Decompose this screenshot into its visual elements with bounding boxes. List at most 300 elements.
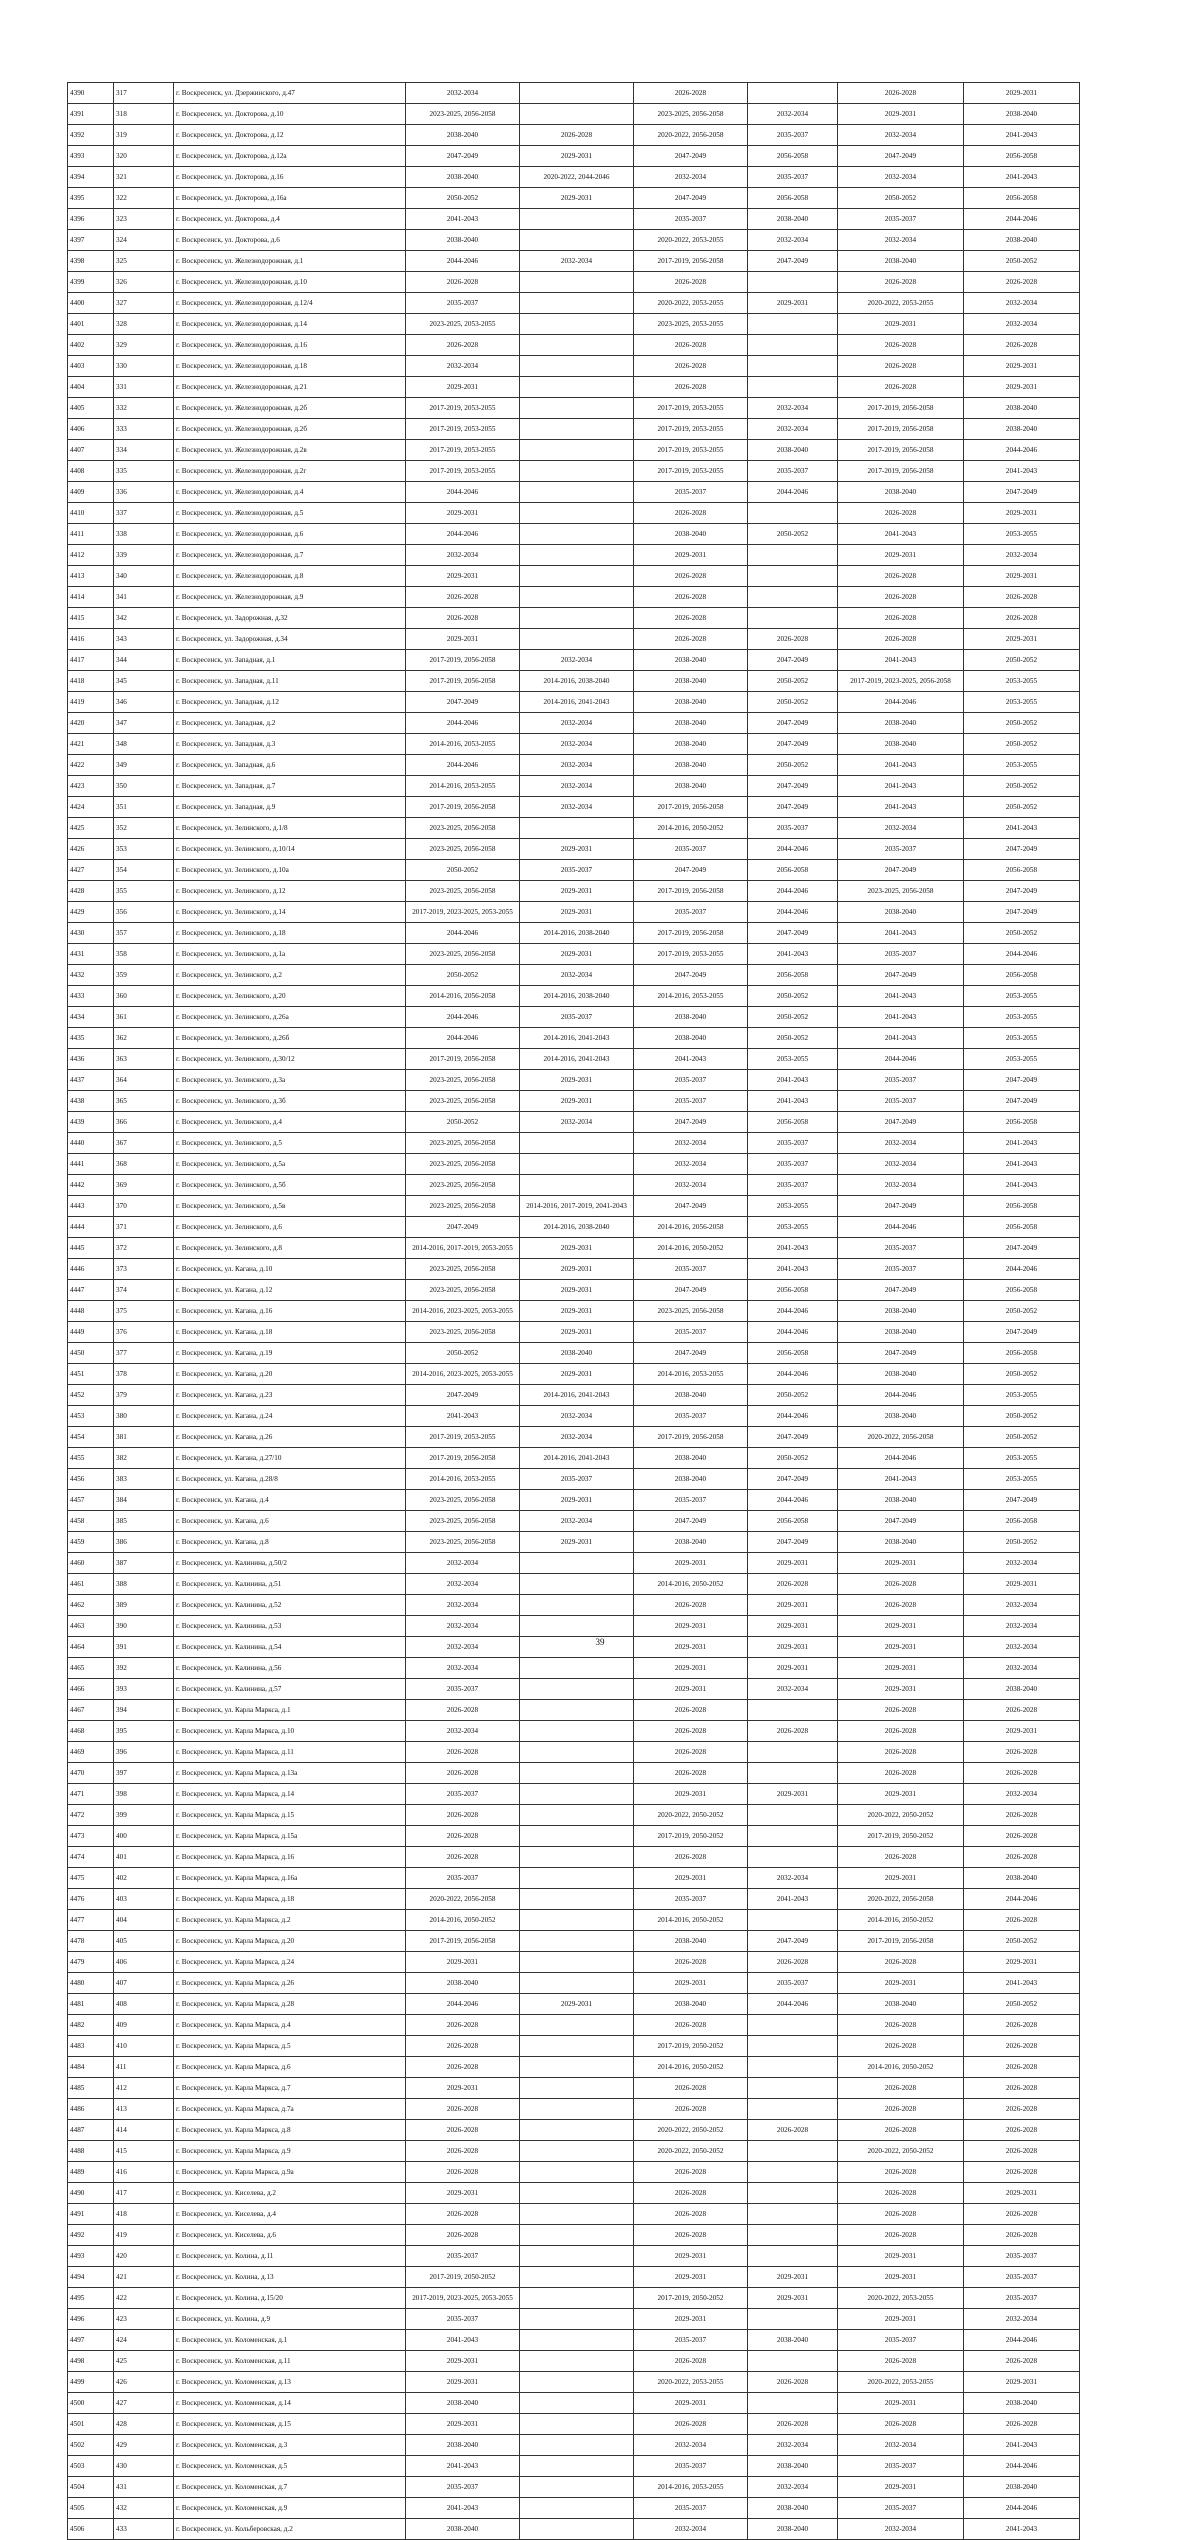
cell-period-5: 2038-2040 — [838, 1322, 964, 1343]
cell-period-5: 2047-2049 — [838, 1511, 964, 1532]
cell-period-5: 2026-2028 — [838, 335, 964, 356]
table-row — [68, 1952, 1080, 1973]
cell-period-4: 2053-2055 — [748, 1049, 838, 1070]
table-row — [68, 1028, 1080, 1049]
cell-period-1: 2029-2031 — [406, 566, 520, 587]
cell-period-5: 2020-2022, 2053-2055 — [838, 2372, 964, 2393]
cell-period-3: 2038-2040 — [634, 1994, 748, 2015]
cell-period-6: 2035-2037 — [964, 2288, 1080, 2309]
cell-house-number: 361 — [114, 1007, 174, 1028]
cell-period-4: 2038-2040 — [748, 2498, 838, 2519]
cell-period-1: 2050-2052 — [406, 1112, 520, 1133]
cell-period-3: 2014-2016, 2053-2055 — [634, 986, 748, 1007]
cell-period-5: 2032-2034 — [838, 2519, 964, 2540]
cell-period-6: 2056-2058 — [964, 860, 1080, 881]
cell-period-5: 2047-2049 — [838, 1343, 964, 1364]
cell-period-6: 2047-2049 — [964, 1070, 1080, 1091]
cell-house-number: 365 — [114, 1091, 174, 1112]
cell-address: г. Воскресенск, ул. Кагана, д.20 — [174, 1364, 406, 1385]
cell-period-6: 2041-2043 — [964, 1175, 1080, 1196]
cell-period-4 — [748, 503, 838, 524]
cell-period-2: 2029-2031 — [520, 881, 634, 902]
cell-period-6: 2029-2031 — [964, 629, 1080, 650]
cell-period-1: 2026-2028 — [406, 2015, 520, 2036]
cell-period-6: 2056-2058 — [964, 1343, 1080, 1364]
cell-period-4: 2032-2034 — [748, 1679, 838, 1700]
table-row — [68, 2498, 1080, 2519]
cell-period-3: 2023-2025, 2056-2058 — [634, 104, 748, 125]
cell-period-2: 2032-2034 — [520, 1511, 634, 1532]
cell-house-number: 350 — [114, 776, 174, 797]
table-row — [68, 671, 1080, 692]
cell-period-6: 2026-2028 — [964, 2204, 1080, 2225]
cell-period-3: 2026-2028 — [634, 1595, 748, 1616]
cell-period-6: 2041-2043 — [964, 2519, 1080, 2540]
table-row — [68, 797, 1080, 818]
cell-period-2 — [520, 2120, 634, 2141]
table-row — [68, 1469, 1080, 1490]
cell-row-number: 4495 — [68, 2288, 114, 2309]
cell-period-3: 2035-2037 — [634, 2330, 748, 2351]
cell-period-1: 2026-2028 — [406, 272, 520, 293]
cell-period-4: 2035-2037 — [748, 1973, 838, 1994]
cell-address: г. Воскресенск, ул. Железнодорожная, д.2б — [174, 419, 406, 440]
cell-period-1: 2032-2034 — [406, 1721, 520, 1742]
cell-period-2: 2014-2016, 2041-2043 — [520, 1028, 634, 1049]
cell-period-6: 2035-2037 — [964, 2267, 1080, 2288]
cell-house-number: 418 — [114, 2204, 174, 2225]
table-row — [68, 1553, 1080, 1574]
cell-house-number: 380 — [114, 1406, 174, 1427]
cell-period-1: 2047-2049 — [406, 1385, 520, 1406]
cell-house-number: 430 — [114, 2456, 174, 2477]
cell-row-number: 4413 — [68, 566, 114, 587]
cell-house-number: 428 — [114, 2414, 174, 2435]
cell-house-number: 397 — [114, 1763, 174, 1784]
cell-period-3: 2017-2019, 2056-2058 — [634, 797, 748, 818]
cell-period-1: 2026-2028 — [406, 2099, 520, 2120]
cell-period-4: 2053-2055 — [748, 1217, 838, 1238]
cell-house-number: 339 — [114, 545, 174, 566]
cell-period-6: 2032-2034 — [964, 293, 1080, 314]
table-row — [68, 776, 1080, 797]
cell-period-5: 2029-2031 — [838, 2477, 964, 2498]
cell-period-5: 2032-2034 — [838, 1133, 964, 1154]
cell-address: г. Воскресенск, ул. Западная, д.3 — [174, 734, 406, 755]
cell-house-number: 414 — [114, 2120, 174, 2141]
cell-row-number: 4487 — [68, 2120, 114, 2141]
cell-period-3: 2017-2019, 2056-2058 — [634, 923, 748, 944]
cell-address: г. Воскресенск, ул. Карла Маркса, д.10 — [174, 1721, 406, 1742]
cell-address: г. Воскресенск, ул. Задорожная, д.34 — [174, 629, 406, 650]
table-row — [68, 2309, 1080, 2330]
cell-period-1: 2017-2019, 2056-2058 — [406, 797, 520, 818]
cell-period-3: 2032-2034 — [634, 2519, 748, 2540]
cell-period-6: 2026-2028 — [964, 1742, 1080, 1763]
cell-period-3: 2014-2016, 2056-2058 — [634, 1217, 748, 1238]
cell-period-1: 2026-2028 — [406, 587, 520, 608]
cell-period-6: 2041-2043 — [964, 167, 1080, 188]
cell-house-number: 320 — [114, 146, 174, 167]
cell-period-2: 2014-2016, 2038-2040 — [520, 1217, 634, 1238]
cell-house-number: 333 — [114, 419, 174, 440]
cell-period-6: 2026-2028 — [964, 1910, 1080, 1931]
cell-address: г. Воскресенск, ул. Карла Маркса, д.13а — [174, 1763, 406, 1784]
cell-period-6: 2029-2031 — [964, 2372, 1080, 2393]
cell-period-1: 2023-2025, 2056-2058 — [406, 818, 520, 839]
cell-period-3: 2026-2028 — [634, 2204, 748, 2225]
cell-address: г. Воскресенск, ул. Западная, д.11 — [174, 671, 406, 692]
cell-address: г. Воскресенск, ул. Зелинского, д.6 — [174, 1217, 406, 1238]
cell-house-number: 391 — [114, 1637, 174, 1658]
cell-period-2 — [520, 2393, 634, 2414]
cell-period-5: 2044-2046 — [838, 1217, 964, 1238]
cell-period-4: 2050-2052 — [748, 986, 838, 1007]
cell-period-5: 2041-2043 — [838, 524, 964, 545]
cell-period-1: 2023-2025, 2056-2058 — [406, 1133, 520, 1154]
cell-house-number: 411 — [114, 2057, 174, 2078]
cell-period-5: 2026-2028 — [838, 608, 964, 629]
cell-period-6: 2047-2049 — [964, 881, 1080, 902]
cell-period-2: 2029-2031 — [520, 1301, 634, 1322]
cell-period-1: 2032-2034 — [406, 356, 520, 377]
cell-period-2 — [520, 1910, 634, 1931]
cell-period-4 — [748, 2351, 838, 2372]
cell-house-number: 402 — [114, 1868, 174, 1889]
table-row — [68, 734, 1080, 755]
cell-period-3: 2026-2028 — [634, 1952, 748, 1973]
cell-period-5: 2038-2040 — [838, 482, 964, 503]
cell-address: г. Воскресенск, ул. Коломенская, д.15 — [174, 2414, 406, 2435]
cell-period-4: 2032-2034 — [748, 398, 838, 419]
cell-row-number: 4392 — [68, 125, 114, 146]
cell-period-3: 2029-2031 — [634, 1784, 748, 1805]
cell-period-4: 2041-2043 — [748, 1091, 838, 1112]
cell-period-1: 2023-2025, 2056-2058 — [406, 1259, 520, 1280]
cell-period-2: 2032-2034 — [520, 713, 634, 734]
cell-period-1: 2044-2046 — [406, 923, 520, 944]
cell-period-6: 2041-2043 — [964, 125, 1080, 146]
cell-row-number: 4427 — [68, 860, 114, 881]
cell-period-3: 2026-2028 — [634, 2225, 748, 2246]
cell-period-5: 2041-2043 — [838, 755, 964, 776]
cell-period-6: 2050-2052 — [964, 734, 1080, 755]
table-row — [68, 1511, 1080, 1532]
cell-row-number: 4498 — [68, 2351, 114, 2372]
cell-house-number: 399 — [114, 1805, 174, 1826]
cell-period-4 — [748, 83, 838, 104]
cell-address: г. Воскресенск, ул. Колина, д.15/20 — [174, 2288, 406, 2309]
cell-period-2 — [520, 608, 634, 629]
cell-period-2: 2032-2034 — [520, 1427, 634, 1448]
cell-address: г. Воскресенск, ул. Кагана, д.12 — [174, 1280, 406, 1301]
cell-house-number: 401 — [114, 1847, 174, 1868]
cell-period-1: 2026-2028 — [406, 1763, 520, 1784]
cell-period-4: 2041-2043 — [748, 1070, 838, 1091]
table-row — [68, 2141, 1080, 2162]
cell-period-4 — [748, 2183, 838, 2204]
cell-row-number: 4494 — [68, 2267, 114, 2288]
cell-period-1: 2044-2046 — [406, 524, 520, 545]
cell-period-2 — [520, 356, 634, 377]
cell-period-2 — [520, 2225, 634, 2246]
cell-period-2 — [520, 2519, 634, 2540]
cell-period-6: 2032-2034 — [964, 1637, 1080, 1658]
cell-period-6: 2047-2049 — [964, 902, 1080, 923]
cell-house-number: 340 — [114, 566, 174, 587]
cell-address: г. Воскресенск, ул. Карла Маркса, д.26 — [174, 1973, 406, 1994]
cell-row-number: 4493 — [68, 2246, 114, 2267]
cell-period-6: 2032-2034 — [964, 1595, 1080, 1616]
cell-period-4: 2032-2034 — [748, 419, 838, 440]
cell-period-2 — [520, 1847, 634, 1868]
cell-address: г. Воскресенск, ул. Карла Маркса, д.28 — [174, 1994, 406, 2015]
cell-row-number: 4455 — [68, 1448, 114, 1469]
cell-period-4: 2026-2028 — [748, 1952, 838, 1973]
cell-period-6: 2038-2040 — [964, 2477, 1080, 2498]
cell-period-2 — [520, 2456, 634, 2477]
table-row — [68, 1070, 1080, 1091]
cell-period-3: 2023-2025, 2056-2058 — [634, 1301, 748, 1322]
cell-house-number: 379 — [114, 1385, 174, 1406]
cell-row-number: 4469 — [68, 1742, 114, 1763]
table-row — [68, 545, 1080, 566]
cell-period-4 — [748, 2309, 838, 2330]
cell-period-3: 2035-2037 — [634, 1070, 748, 1091]
cell-period-6: 2050-2052 — [964, 1532, 1080, 1553]
cell-house-number: 325 — [114, 251, 174, 272]
cell-period-2: 2014-2016, 2038-2040 — [520, 986, 634, 1007]
cell-row-number: 4390 — [68, 83, 114, 104]
cell-row-number: 4424 — [68, 797, 114, 818]
cell-row-number: 4416 — [68, 629, 114, 650]
cell-period-5: 2014-2016, 2050-2052 — [838, 2057, 964, 2078]
cell-period-6: 2053-2055 — [964, 986, 1080, 1007]
cell-period-4: 2038-2040 — [748, 440, 838, 461]
cell-period-1: 2023-2025, 2056-2058 — [406, 1490, 520, 1511]
cell-address: г. Воскресенск, ул. Карла Маркса, д.5 — [174, 2036, 406, 2057]
cell-address: г. Воскресенск, ул. Коломенская, д.14 — [174, 2393, 406, 2414]
cell-period-1: 2014-2016, 2053-2055 — [406, 776, 520, 797]
cell-house-number: 415 — [114, 2141, 174, 2162]
cell-row-number: 4444 — [68, 1217, 114, 1238]
cell-address: г. Воскресенск, ул. Зелинского, д.26б — [174, 1028, 406, 1049]
cell-period-2: 2029-2031 — [520, 902, 634, 923]
cell-period-5: 2041-2043 — [838, 1007, 964, 1028]
cell-period-4: 2056-2058 — [748, 188, 838, 209]
cell-row-number: 4502 — [68, 2435, 114, 2456]
cell-period-2 — [520, 2057, 634, 2078]
cell-period-4: 2044-2046 — [748, 1994, 838, 2015]
cell-address: г. Воскресенск, ул. Железнодорожная, д.4 — [174, 482, 406, 503]
cell-period-2 — [520, 2498, 634, 2519]
cell-period-2 — [520, 524, 634, 545]
cell-period-2 — [520, 377, 634, 398]
cell-row-number: 4411 — [68, 524, 114, 545]
cell-period-1: 2017-2019, 2023-2025, 2053-2055 — [406, 2288, 520, 2309]
table-row — [68, 2414, 1080, 2435]
cell-period-1: 2026-2028 — [406, 1847, 520, 1868]
cell-house-number: 425 — [114, 2351, 174, 2372]
cell-period-4: 2038-2040 — [748, 2519, 838, 2540]
cell-period-1: 2029-2031 — [406, 2372, 520, 2393]
table-row — [68, 1238, 1080, 1259]
cell-address: г. Воскресенск, ул. Колина, д.13 — [174, 2267, 406, 2288]
cell-period-5: 2038-2040 — [838, 1406, 964, 1427]
cell-period-5: 2026-2028 — [838, 1574, 964, 1595]
table-row — [68, 1931, 1080, 1952]
cell-period-2 — [520, 2372, 634, 2393]
cell-period-5: 2026-2028 — [838, 2351, 964, 2372]
cell-house-number: 383 — [114, 1469, 174, 1490]
cell-period-5: 2026-2028 — [838, 2414, 964, 2435]
table-row — [68, 1994, 1080, 2015]
cell-period-6: 2026-2028 — [964, 2141, 1080, 2162]
cell-row-number: 4452 — [68, 1385, 114, 1406]
cell-period-1: 2041-2043 — [406, 209, 520, 230]
cell-period-5: 2041-2043 — [838, 650, 964, 671]
table-row — [68, 1049, 1080, 1070]
cell-period-2 — [520, 2246, 634, 2267]
cell-house-number: 364 — [114, 1070, 174, 1091]
cell-period-3: 2035-2037 — [634, 902, 748, 923]
cell-address: г. Воскресенск, ул. Зелинского, д.12 — [174, 881, 406, 902]
cell-period-2: 2029-2031 — [520, 1070, 634, 1091]
cell-period-4: 2029-2031 — [748, 1658, 838, 1679]
cell-period-2 — [520, 335, 634, 356]
cell-period-6: 2044-2046 — [964, 2330, 1080, 2351]
cell-period-2 — [520, 1868, 634, 1889]
cell-period-1: 2026-2028 — [406, 1805, 520, 1826]
cell-period-2: 2014-2016, 2038-2040 — [520, 671, 634, 692]
cell-address: г. Воскресенск, ул. Карла Маркса, д.14 — [174, 1784, 406, 1805]
cell-period-3: 2035-2037 — [634, 1406, 748, 1427]
cell-period-1: 2050-2052 — [406, 188, 520, 209]
cell-row-number: 4404 — [68, 377, 114, 398]
cell-house-number: 332 — [114, 398, 174, 419]
cell-period-2 — [520, 2036, 634, 2057]
cell-period-6: 2053-2055 — [964, 671, 1080, 692]
cell-period-2 — [520, 2015, 634, 2036]
cell-period-3: 2035-2037 — [634, 482, 748, 503]
cell-period-3: 2038-2040 — [634, 671, 748, 692]
cell-address: г. Воскресенск, ул. Коломенская, д.13 — [174, 2372, 406, 2393]
cell-period-6: 2053-2055 — [964, 1385, 1080, 1406]
cell-house-number: 336 — [114, 482, 174, 503]
cell-period-6: 2026-2028 — [964, 2099, 1080, 2120]
cell-address: г. Воскресенск, ул. Западная, д.2 — [174, 713, 406, 734]
cell-period-6: 2032-2034 — [964, 1553, 1080, 1574]
cell-period-6: 2026-2028 — [964, 2015, 1080, 2036]
cell-row-number: 4391 — [68, 104, 114, 125]
table-row — [68, 2267, 1080, 2288]
cell-period-2: 2032-2034 — [520, 776, 634, 797]
cell-period-5: 2026-2028 — [838, 2120, 964, 2141]
cell-period-6: 2050-2052 — [964, 776, 1080, 797]
cell-period-2: 2029-2031 — [520, 1259, 634, 1280]
cell-row-number: 4466 — [68, 1679, 114, 1700]
cell-period-4 — [748, 2204, 838, 2225]
cell-period-2: 2029-2031 — [520, 839, 634, 860]
cell-period-5: 2044-2046 — [838, 692, 964, 713]
cell-period-4: 2044-2046 — [748, 1301, 838, 1322]
cell-period-3: 2026-2028 — [634, 1763, 748, 1784]
cell-period-2 — [520, 2351, 634, 2372]
cell-period-1: 2014-2016, 2023-2025, 2053-2055 — [406, 1364, 520, 1385]
cell-row-number: 4438 — [68, 1091, 114, 1112]
cell-period-6: 2038-2040 — [964, 2393, 1080, 2414]
cell-period-2 — [520, 1154, 634, 1175]
cell-period-5: 2032-2034 — [838, 818, 964, 839]
cell-period-1: 2029-2031 — [406, 503, 520, 524]
cell-period-4: 2029-2031 — [748, 1616, 838, 1637]
cell-period-5: 2026-2028 — [838, 2015, 964, 2036]
cell-address: г. Воскресенск, ул. Докторова, д.16а — [174, 188, 406, 209]
cell-house-number: 349 — [114, 755, 174, 776]
cell-period-1: 2041-2043 — [406, 2330, 520, 2351]
cell-row-number: 4443 — [68, 1196, 114, 1217]
cell-period-1: 2044-2046 — [406, 482, 520, 503]
cell-address: г. Воскресенск, ул. Карла Маркса, д.7 — [174, 2078, 406, 2099]
cell-address: г. Воскресенск, ул. Карла Маркса, д.16а — [174, 1868, 406, 1889]
cell-period-1: 2044-2046 — [406, 755, 520, 776]
cell-address: г. Воскресенск, ул. Задорожная, д.32 — [174, 608, 406, 629]
cell-period-3: 2020-2022, 2053-2055 — [634, 230, 748, 251]
cell-period-2: 2029-2031 — [520, 1091, 634, 1112]
cell-row-number: 4485 — [68, 2078, 114, 2099]
cell-house-number: 427 — [114, 2393, 174, 2414]
table-row — [68, 2330, 1080, 2351]
table-body — [68, 83, 1080, 2540]
cell-period-4 — [748, 2099, 838, 2120]
cell-row-number: 4464 — [68, 1637, 114, 1658]
cell-period-5: 2026-2028 — [838, 1742, 964, 1763]
table-row — [68, 1091, 1080, 1112]
cell-period-4: 2056-2058 — [748, 1343, 838, 1364]
cell-address: г. Воскресенск, ул. Коломенская, д.1 — [174, 2330, 406, 2351]
cell-address: г. Воскресенск, ул. Железнодорожная, д.5 — [174, 503, 406, 524]
table-row — [68, 209, 1080, 230]
cell-row-number: 4480 — [68, 1973, 114, 1994]
cell-period-4: 2047-2049 — [748, 713, 838, 734]
cell-period-5: 2014-2016, 2050-2052 — [838, 1910, 964, 1931]
cell-house-number: 351 — [114, 797, 174, 818]
cell-house-number: 360 — [114, 986, 174, 1007]
cell-period-5: 2038-2040 — [838, 902, 964, 923]
cell-period-4: 2044-2046 — [748, 1406, 838, 1427]
cell-period-4: 2029-2031 — [748, 1784, 838, 1805]
cell-period-1: 2023-2025, 2056-2058 — [406, 944, 520, 965]
cell-period-2: 2032-2034 — [520, 1112, 634, 1133]
cell-period-1: 2029-2031 — [406, 377, 520, 398]
cell-period-5: 2041-2043 — [838, 797, 964, 818]
table-row — [68, 2204, 1080, 2225]
cell-address: г. Воскресенск, ул. Зелинского, д.5б — [174, 1175, 406, 1196]
cell-period-1: 2023-2025, 2056-2058 — [406, 839, 520, 860]
cell-period-3: 2038-2040 — [634, 1448, 748, 1469]
cell-period-2 — [520, 2309, 634, 2330]
cell-period-4 — [748, 1826, 838, 1847]
cell-period-2: 2032-2034 — [520, 650, 634, 671]
cell-period-6: 2044-2046 — [964, 440, 1080, 461]
cell-period-1: 2014-2016, 2056-2058 — [406, 986, 520, 1007]
cell-row-number: 4456 — [68, 1469, 114, 1490]
cell-house-number: 433 — [114, 2519, 174, 2540]
table-row — [68, 482, 1080, 503]
cell-period-1: 2035-2037 — [406, 1868, 520, 1889]
cell-period-6: 2041-2043 — [964, 2435, 1080, 2456]
cell-period-3: 2026-2028 — [634, 629, 748, 650]
